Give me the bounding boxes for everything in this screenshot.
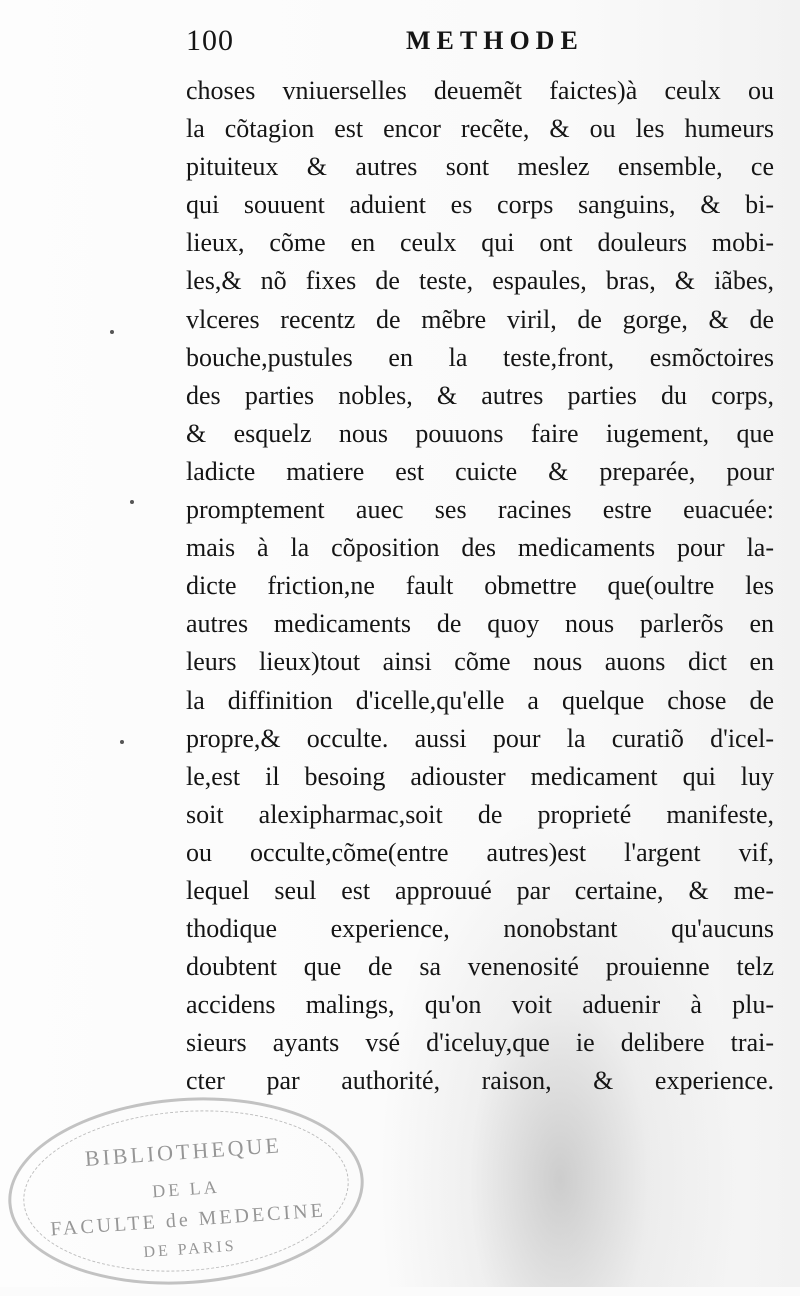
stamp-line: BIBLIOTHEQUE	[83, 1132, 283, 1171]
page-number: 100	[186, 24, 234, 57]
stamp-line: FACULTE de MEDECINE	[49, 1199, 327, 1241]
body-text	[186, 72, 774, 1101]
text-line: cter par authorité, raison, & experience.	[186, 1066, 774, 1096]
running-head	[186, 24, 590, 68]
text-line: autres medicaments de quoy nous parlerõs en	[186, 609, 774, 639]
margin-specks	[100, 320, 160, 820]
text-line: qui souuent aduient es corps sanguins, & bi-	[186, 190, 774, 220]
text-line: dicte friction,ne fault obmettre que(oultre les	[186, 571, 774, 601]
text-line: des parties nobles, & autres parties du corps,	[186, 380, 774, 410]
text-line: lieux, cõme en ceulx qui ont douleurs mobi-	[186, 228, 774, 258]
text-line: propre,& occulte. aussi pour la curatiõ d'icel-	[186, 723, 774, 753]
text-line: ladicte matiere est cuicte & preparée, pour	[186, 456, 774, 486]
text-line: leurs lieux)tout ainsi cõme nous auons dict en	[186, 647, 774, 677]
text-line: mais à la cõposition des medicaments pour la-	[186, 533, 774, 563]
stamp-line: DE LA	[151, 1176, 221, 1202]
text-line: les,& nõ fixes de teste, espaules, bras, & iãbes,	[186, 266, 774, 296]
text-line: la diffinition d'icelle,qu'elle a quelque chose de	[186, 685, 774, 715]
text-line: pituiteux & autres sont meslez ensemble, ce	[186, 152, 774, 182]
text-line: soit alexipharmac,soit de proprieté manifeste,	[186, 799, 774, 829]
text-line: & esquelz nous pouuons faire iugement, que	[186, 418, 774, 448]
text-line: la cõtagion est encor recẽte, & ou les humeurs	[186, 114, 774, 144]
text-line: accidens malings, qu'on voit aduenir à plu-	[186, 990, 774, 1020]
text-line: vlceres recentz de mẽbre viril, de gorge, & de	[186, 304, 774, 334]
text-line: promptement auec ses racines estre euacuée:	[186, 495, 774, 525]
text-line: sieurs ayants vsé d'iceluy,que ie delibere trai-	[186, 1028, 774, 1058]
text-line: doubtent que de sa venenosité prouienne telz	[186, 952, 774, 982]
text-line: ou occulte,cõme(entre autres)est l'argent vif,	[186, 837, 774, 867]
text-line: lequel seul est approuué par certaine, & me-	[186, 875, 774, 905]
library-stamp	[2, 1086, 370, 1296]
running-title: METHODE	[406, 26, 584, 55]
text-line: le,est il besoing adiouster medicament qui luy	[186, 761, 774, 791]
text-line: choses vniuerselles deuemẽt faictes)à ceulx ou	[186, 76, 774, 105]
stamp-line: DE PARIS	[142, 1237, 238, 1262]
text-line: bouche,pustules en la teste,front, esmõctoires	[186, 342, 774, 372]
text-line: thodique experience, nonobstant qu'aucuns	[186, 914, 774, 944]
